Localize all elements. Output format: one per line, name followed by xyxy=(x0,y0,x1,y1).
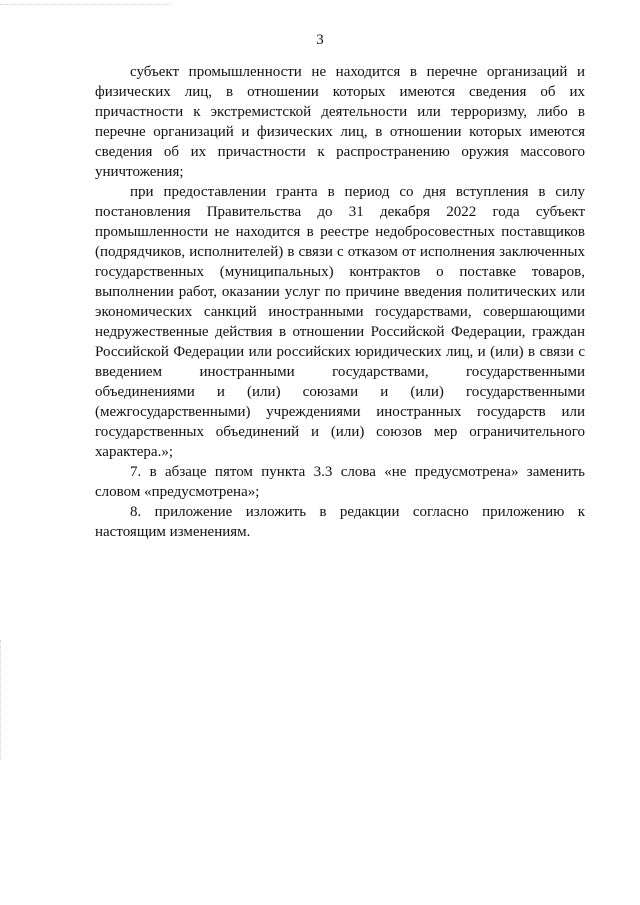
paragraph-subject-not-in-list: субъект промышленности не находится в перечне организаций и физических лиц, в отношении которых имеются сведения об их причастности к экстремистской деятельности или терроризму, либо в перечне организаций и физических лиц, в отношении которых имеются сведения об их причастности к распространению оружия массового уничтожения; xyxy=(95,64,585,180)
scan-edge-mark xyxy=(0,640,3,760)
paragraph-item-8: 8. приложение изложить в редакции согласно приложению к настоящим изменениям. xyxy=(95,504,585,540)
document-body xyxy=(95,62,585,542)
page-number: 3 xyxy=(316,32,324,48)
paragraph-item-7: 7. в абзаце пятом пункта 3.3 слова «не предусмотрена» заменить словом «предусмотрена»; xyxy=(95,464,585,500)
scan-edge-mark xyxy=(0,0,170,5)
paragraph-grant-period-condition: при предоставлении гранта в период со дня вступления в силу постановления Правительства до 31 декабря 2022 года субъект промышленности не находится в реестре недобросовестных поставщиков (подрядчиков, исполнителей) в связи с отказом от исполнения заключенных государственных (муниципальных) контрактов о поставке товаров, выполнении работ, оказании услуг по причине введения политических или экономических санкций иностранными государствами, совершающими недружественные действия в отношении Российской Федерации, граждан Российской Федерации или российских юридических лиц, и (или) в связи с введением иностранными государствами, государственными объединениями и (или) союзами и (или) государственными (межгосударственными) учреждениями иностранных государств или государственных объединений и (или) союзов мер ограничительного характера.»; xyxy=(95,184,585,460)
